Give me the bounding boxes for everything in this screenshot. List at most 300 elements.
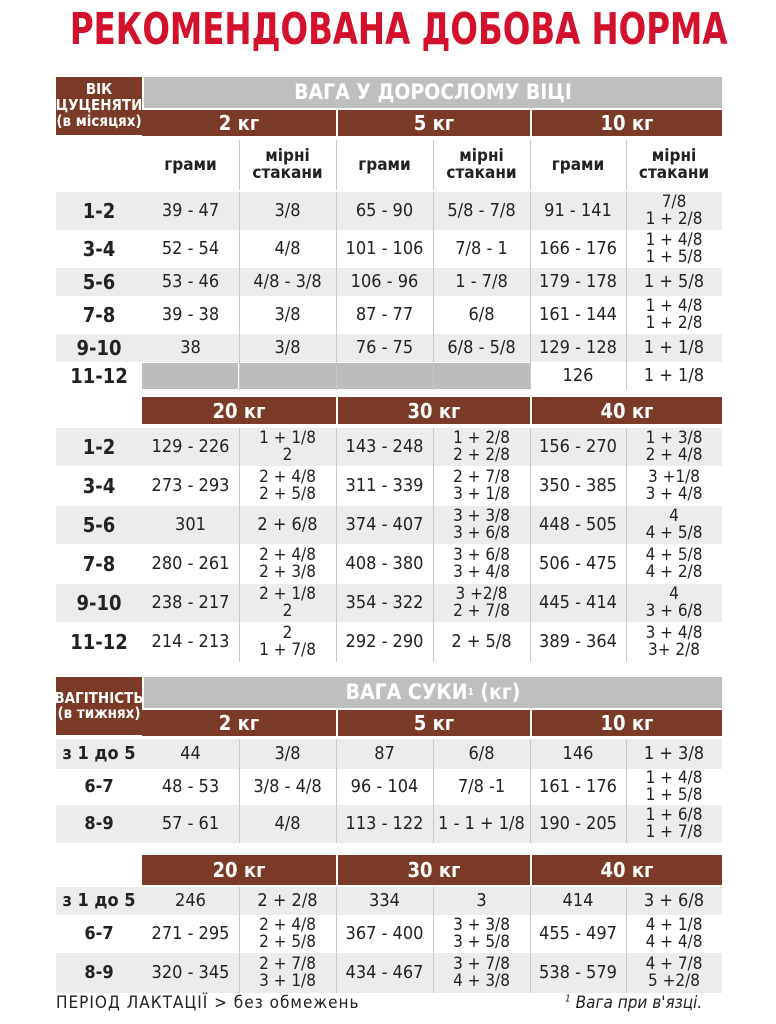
table-cell xyxy=(433,296,530,334)
cell-line: 4/8 xyxy=(274,813,301,834)
cell-line: 3 + 5/8 xyxy=(453,932,510,952)
table-cell xyxy=(239,915,336,953)
cell-line: 3 + 1/8 xyxy=(453,484,510,504)
age-header xyxy=(56,77,142,135)
table-cell xyxy=(530,584,626,622)
cell-line: 3 + 1/8 xyxy=(259,971,316,991)
age-header-line: (в місяцях) xyxy=(56,111,142,130)
cell-line: 1 + 5/8 xyxy=(645,785,703,805)
cell-line: 87 - 77 xyxy=(355,304,414,325)
column-divider xyxy=(530,887,531,993)
table-cell xyxy=(433,466,530,506)
column-divider xyxy=(239,887,240,993)
cell-line: 455 - 497 xyxy=(539,923,617,944)
row-label: 6-7 xyxy=(84,776,114,797)
table-cell xyxy=(336,334,433,362)
weight-header-1: 30 кг xyxy=(338,397,530,424)
cell-line: 48 - 53 xyxy=(161,776,220,797)
cell-line: 1 + 4/8 xyxy=(645,230,703,250)
cell-line: 334 xyxy=(369,890,400,911)
cell-line: 408 - 380 xyxy=(345,553,424,574)
cell-line: 271 - 295 xyxy=(151,923,230,944)
table-cell xyxy=(530,334,626,362)
table-cell xyxy=(433,334,530,362)
table-cell xyxy=(336,544,433,584)
bitch-weight-sup: 1 xyxy=(467,686,474,698)
weight-header-2: 40 кг xyxy=(532,855,722,885)
table-cell xyxy=(336,296,433,334)
column-divider xyxy=(433,192,434,390)
cell-line: 1 + 2/8 xyxy=(645,209,703,229)
cell-line: 1 + 6/8 xyxy=(645,805,703,825)
row-label: з 1 до 5 xyxy=(62,890,136,911)
age-header-line: ЦУЦЕНЯТИ xyxy=(55,96,143,115)
cell-line: 2 + 5/8 xyxy=(451,631,512,652)
table-cell xyxy=(239,584,336,622)
cell-line: 6/8 xyxy=(468,304,495,325)
cell-line: 39 - 47 xyxy=(161,200,220,221)
cell-line: 3 + 3/8 xyxy=(453,915,510,935)
table-cell xyxy=(142,268,239,296)
row-label: 11-12 xyxy=(70,364,128,388)
column-divider xyxy=(530,739,531,843)
cell-line: 3 +1/8 xyxy=(647,467,700,487)
cell-line: 3/8 xyxy=(274,337,301,358)
empty-cell xyxy=(434,363,530,389)
table-cell xyxy=(433,584,530,622)
cell-line: 1 - 7/8 xyxy=(455,271,508,292)
cell-line: 126 xyxy=(562,365,594,386)
cell-line: 129 - 128 xyxy=(539,337,617,358)
cell-line: 87 xyxy=(374,743,395,764)
table-cell xyxy=(142,915,239,953)
table-cell xyxy=(336,428,433,466)
cell-line: 4 + 5/8 xyxy=(645,523,703,543)
table-cell xyxy=(626,769,722,805)
cell-line: 2 xyxy=(282,623,293,643)
table-cell xyxy=(336,466,433,506)
cell-line: 179 - 178 xyxy=(539,271,617,292)
column-divider xyxy=(626,428,627,662)
table-cell xyxy=(626,506,722,544)
table-cell xyxy=(530,506,626,544)
cell-line: 3 + 3/8 xyxy=(453,506,510,526)
table-cell xyxy=(239,887,336,915)
table-cell xyxy=(530,362,626,390)
grams-header: грами xyxy=(164,154,217,175)
column-divider xyxy=(336,428,337,662)
cell-line: 367 - 400 xyxy=(345,923,424,944)
column-divider xyxy=(433,739,434,843)
column-divider xyxy=(530,428,531,662)
table-cell xyxy=(336,192,433,230)
table-cell xyxy=(142,805,239,843)
cell-line: 374 - 407 xyxy=(345,514,424,535)
cell-line: 2 + 7/8 xyxy=(259,954,316,974)
cell-line: 2 + 6/8 xyxy=(257,514,318,535)
table-cell xyxy=(433,268,530,296)
cell-line: 2 + 1/8 xyxy=(259,584,316,604)
weight-header: ВАГА У ДОРОСЛОМУ ВІЦІ xyxy=(144,77,722,108)
table-cell xyxy=(530,192,626,230)
cell-line: 301 xyxy=(175,514,206,535)
cell-line: 1 + 4/8 xyxy=(645,768,703,788)
table-cell xyxy=(433,887,530,915)
cell-line: 2 + 4/8 xyxy=(259,467,316,487)
cell-line: 4 + 2/8 xyxy=(645,562,703,582)
cell-line: 1 + 1/8 xyxy=(643,365,705,386)
table-cell xyxy=(530,739,626,769)
table-cell xyxy=(626,805,722,843)
column-divider xyxy=(626,140,627,190)
table-cell xyxy=(530,230,626,268)
cell-line: 1 + 5/8 xyxy=(645,247,703,267)
table-cell xyxy=(142,466,239,506)
cell-line: 44 xyxy=(180,743,201,764)
cell-line: 4 + 3/8 xyxy=(453,971,510,991)
cell-line: 3 + 4/8 xyxy=(645,623,703,643)
cell-line: 4 + 1/8 xyxy=(645,915,703,935)
table-cell xyxy=(142,769,239,805)
cups-header-line: стакани xyxy=(638,163,710,183)
cell-line: 1 + 5/8 xyxy=(643,271,705,292)
table-cell xyxy=(336,739,433,769)
cell-line: 52 - 54 xyxy=(161,238,220,259)
bitch-weight-header xyxy=(144,677,722,708)
cell-line: 7/8 -1 xyxy=(457,776,506,797)
table-cell xyxy=(626,296,722,334)
table-cell xyxy=(433,622,530,662)
cell-line: 3 + 4/8 xyxy=(453,562,510,582)
cell-line: 3 + 7/8 xyxy=(453,954,510,974)
table-cell xyxy=(239,506,336,544)
table-cell xyxy=(239,296,336,334)
cell-line: 2 + 7/8 xyxy=(453,467,510,487)
empty-cell xyxy=(337,363,433,389)
cell-line: 4 + 5/8 xyxy=(645,545,703,565)
cell-line: 354 - 322 xyxy=(345,592,424,613)
table-cell xyxy=(239,544,336,584)
column-divider xyxy=(239,192,240,390)
cell-line: 7/8 xyxy=(661,192,687,212)
table-cell xyxy=(530,622,626,662)
column-divider xyxy=(433,887,434,993)
table-cell xyxy=(239,769,336,805)
column-divider xyxy=(336,192,337,390)
cell-line: 2 + 5/8 xyxy=(259,484,316,504)
footnote-text: Вага при в'язці. xyxy=(570,993,703,1013)
table-cell xyxy=(142,739,239,769)
weight-header-2: 10 кг xyxy=(532,110,722,136)
cell-line: 292 - 290 xyxy=(345,631,424,652)
cell-line: 3+ 2/8 xyxy=(647,640,700,660)
cell-line: 3/8 xyxy=(274,304,301,325)
cell-line: 161 - 176 xyxy=(539,776,617,797)
table-cell xyxy=(626,466,722,506)
cups-header xyxy=(433,140,530,190)
table-cell xyxy=(142,192,239,230)
table-cell xyxy=(239,192,336,230)
cell-line: 414 xyxy=(562,890,594,911)
cups-header-line: мірні xyxy=(651,146,697,166)
table-cell xyxy=(530,296,626,334)
table-cell xyxy=(142,622,239,662)
cell-line: 1 + 2/8 xyxy=(453,428,510,448)
table-cell xyxy=(336,805,433,843)
bitch-weight-unit: (кг) xyxy=(473,680,521,704)
column-divider xyxy=(336,887,337,993)
cell-line: 3/8 xyxy=(274,200,301,221)
table-cell xyxy=(239,230,336,268)
cell-line: 39 - 38 xyxy=(161,304,220,325)
cell-line: 3 + 6/8 xyxy=(643,890,705,911)
table-cell xyxy=(336,584,433,622)
row-label: 3-4 xyxy=(82,474,116,498)
table-cell xyxy=(530,805,626,843)
table-cell xyxy=(142,230,239,268)
cell-line: 6/8 xyxy=(468,743,495,764)
weight-header-2: 40 кг xyxy=(532,397,722,424)
row-label: 3-4 xyxy=(82,237,116,261)
table-cell xyxy=(626,230,722,268)
weight-header-0: 20 кг xyxy=(142,855,336,885)
weight-header-1: 5 кг xyxy=(338,710,530,736)
cell-line: 2 + 7/8 xyxy=(453,601,510,621)
cell-line: 2 + 2/8 xyxy=(453,445,510,465)
cell-line: 38 xyxy=(180,337,201,358)
cell-line: 2 xyxy=(282,445,293,465)
table-cell xyxy=(336,506,433,544)
cell-line: 4 xyxy=(669,506,679,526)
column-divider xyxy=(239,140,240,190)
column-divider xyxy=(530,192,531,390)
table-cell xyxy=(142,334,239,362)
cell-line: 129 - 226 xyxy=(151,436,230,457)
table-cell xyxy=(433,544,530,584)
weight-header-0: 2 кг xyxy=(142,110,336,136)
row-label: 5-6 xyxy=(82,513,116,537)
column-divider xyxy=(626,887,627,993)
table-cell xyxy=(142,953,239,993)
cell-line: 434 - 467 xyxy=(345,962,424,983)
cell-line: 4/8 xyxy=(274,238,301,259)
table-cell xyxy=(336,915,433,953)
table-cell xyxy=(239,739,336,769)
grams-header: грами xyxy=(551,154,605,175)
cell-line: 2 + 4/8 xyxy=(259,545,316,565)
table-cell xyxy=(433,230,530,268)
cell-line: 1 + 3/8 xyxy=(643,743,705,764)
table-cell xyxy=(239,953,336,993)
cell-line: 273 - 293 xyxy=(151,475,230,496)
table-cell xyxy=(626,584,722,622)
cell-line: 96 - 104 xyxy=(350,776,419,797)
cell-line: 65 - 90 xyxy=(355,200,414,221)
cell-line: 1 + 4/8 xyxy=(645,296,703,316)
table-cell xyxy=(433,953,530,993)
row-label: 1-2 xyxy=(82,199,116,223)
column-divider xyxy=(433,140,434,190)
lactation-note: ПЕРІОД ЛАКТАЦІЇ > без обмежень xyxy=(56,993,360,1013)
cell-line: 4 xyxy=(669,584,679,604)
cell-line: 389 - 364 xyxy=(539,631,617,652)
grams-header: грами xyxy=(358,154,411,175)
table-cell xyxy=(336,769,433,805)
table-cell xyxy=(626,915,722,953)
table-cell xyxy=(142,428,239,466)
table-cell xyxy=(142,887,239,915)
cell-line: 6/8 - 5/8 xyxy=(447,337,516,358)
cell-line: 53 - 46 xyxy=(161,271,220,292)
empty-cell xyxy=(240,363,336,389)
cell-line: 161 - 144 xyxy=(539,304,617,325)
cell-line: 3 + 6/8 xyxy=(453,523,510,543)
cell-line: 3 + 6/8 xyxy=(453,545,510,565)
cell-line: 4 + 4/8 xyxy=(645,932,703,952)
table-cell xyxy=(239,334,336,362)
row-label: 7-8 xyxy=(82,552,116,576)
weight-header-1: 30 кг xyxy=(338,855,530,885)
cell-line: 2 + 2/8 xyxy=(257,890,318,911)
cell-line: 214 - 213 xyxy=(151,631,230,652)
table-cell xyxy=(530,466,626,506)
table-cell xyxy=(336,268,433,296)
table-cell xyxy=(433,769,530,805)
column-divider xyxy=(239,739,240,843)
table-cell xyxy=(142,296,239,334)
table-cell xyxy=(433,739,530,769)
row-label: 9-10 xyxy=(76,336,122,360)
cell-line: 538 - 579 xyxy=(539,962,617,983)
column-divider xyxy=(626,739,627,843)
table-cell xyxy=(142,506,239,544)
cell-line: 448 - 505 xyxy=(539,514,617,535)
table-cell xyxy=(530,887,626,915)
row-label: 8-9 xyxy=(84,813,114,834)
table-cell xyxy=(530,915,626,953)
row-label: 5-6 xyxy=(82,270,116,294)
table-cell xyxy=(530,953,626,993)
row-label: 9-10 xyxy=(76,591,122,615)
row-label: 7-8 xyxy=(82,303,116,327)
row-label: 8-9 xyxy=(84,962,114,983)
weight-header-0: 20 кг xyxy=(142,397,336,424)
pregnancy-header-line: ВАГІТНІСТЬ xyxy=(54,689,144,707)
cell-line: 2 + 4/8 xyxy=(259,915,316,935)
weight-header-2: 10 кг xyxy=(532,710,722,736)
table-cell xyxy=(336,887,433,915)
table-cell xyxy=(626,622,722,662)
table-cell xyxy=(142,544,239,584)
cell-line: 106 - 96 xyxy=(350,271,419,292)
cell-line: 5 +2/8 xyxy=(647,971,700,991)
cell-line: 113 - 122 xyxy=(345,813,424,834)
table-cell xyxy=(626,268,722,296)
column-divider xyxy=(626,192,627,390)
table-cell xyxy=(239,622,336,662)
cell-line: 2 xyxy=(282,601,293,621)
table-cell xyxy=(239,466,336,506)
table-cell xyxy=(239,268,336,296)
cell-line: 7/8 - 1 xyxy=(455,238,508,259)
cell-line: 3 + 6/8 xyxy=(645,601,703,621)
cups-header-line: мірні xyxy=(265,146,310,166)
table-cell xyxy=(530,428,626,466)
table-cell xyxy=(433,428,530,466)
column-divider xyxy=(239,428,240,662)
column-divider xyxy=(530,140,531,190)
table-cell xyxy=(626,334,722,362)
cell-line: 143 - 248 xyxy=(345,436,424,457)
cell-line: 5/8 - 7/8 xyxy=(447,200,516,221)
cell-line: 101 - 106 xyxy=(345,238,424,259)
table-cell xyxy=(142,584,239,622)
column-divider xyxy=(336,140,337,190)
cell-line: 311 - 339 xyxy=(345,475,424,496)
table-cell xyxy=(626,428,722,466)
pregnancy-header-line: (в тижнях) xyxy=(57,704,141,722)
cell-line: 3 +2/8 xyxy=(455,584,508,604)
age-header-line: ВІК xyxy=(85,80,113,99)
weight-header-0: 2 кг xyxy=(142,710,336,736)
bitch-weight-label: ВАГА СУКИ xyxy=(345,680,468,704)
cell-line: 3/8 xyxy=(274,743,301,764)
cell-line: 2 + 4/8 xyxy=(645,445,703,465)
table-cell xyxy=(336,953,433,993)
cell-line: 246 xyxy=(175,890,206,911)
column-divider xyxy=(336,739,337,843)
cups-header xyxy=(626,140,722,190)
cell-line: 4/8 - 3/8 xyxy=(253,271,322,292)
table-cell xyxy=(336,230,433,268)
cell-line: 1 + 3/8 xyxy=(645,428,703,448)
cell-line: 2 + 5/8 xyxy=(259,932,316,952)
table-cell xyxy=(239,805,336,843)
row-label: 11-12 xyxy=(70,630,128,654)
cell-line: 350 - 385 xyxy=(539,475,617,496)
table-cell xyxy=(626,953,722,993)
cell-line: 91 - 141 xyxy=(544,200,612,221)
cell-line: 320 - 345 xyxy=(151,962,230,983)
row-label: 1-2 xyxy=(82,435,116,459)
cell-line: 1 + 2/8 xyxy=(645,313,703,333)
cell-line: 190 - 205 xyxy=(539,813,617,834)
cell-line: 3 + 4/8 xyxy=(645,484,703,504)
cell-line: 280 - 261 xyxy=(151,553,230,574)
cups-header-line: стакани xyxy=(252,163,323,183)
cups-header-line: стакани xyxy=(446,163,517,183)
cell-line: 76 - 75 xyxy=(355,337,414,358)
table-cell xyxy=(530,544,626,584)
table-cell xyxy=(433,192,530,230)
page-title: РЕКОМЕНДОВАНА ДОБОВА НОРМА xyxy=(69,4,728,55)
cups-header-line: мірні xyxy=(459,146,504,166)
footnote xyxy=(565,993,702,1013)
cell-line: 57 - 61 xyxy=(161,813,220,834)
table-cell xyxy=(626,887,722,915)
cell-line: 166 - 176 xyxy=(539,238,617,259)
cell-line: 1 + 7/8 xyxy=(645,822,703,842)
pregnancy-header xyxy=(56,677,142,735)
table-cell xyxy=(626,544,722,584)
cell-line: 1 + 7/8 xyxy=(259,640,316,660)
table-cell xyxy=(433,506,530,544)
cell-line: 1 + 1/8 xyxy=(643,337,705,358)
column-divider xyxy=(433,428,434,662)
cell-line: 3 xyxy=(476,890,487,911)
cell-line: 146 xyxy=(562,743,594,764)
table-cell xyxy=(530,268,626,296)
